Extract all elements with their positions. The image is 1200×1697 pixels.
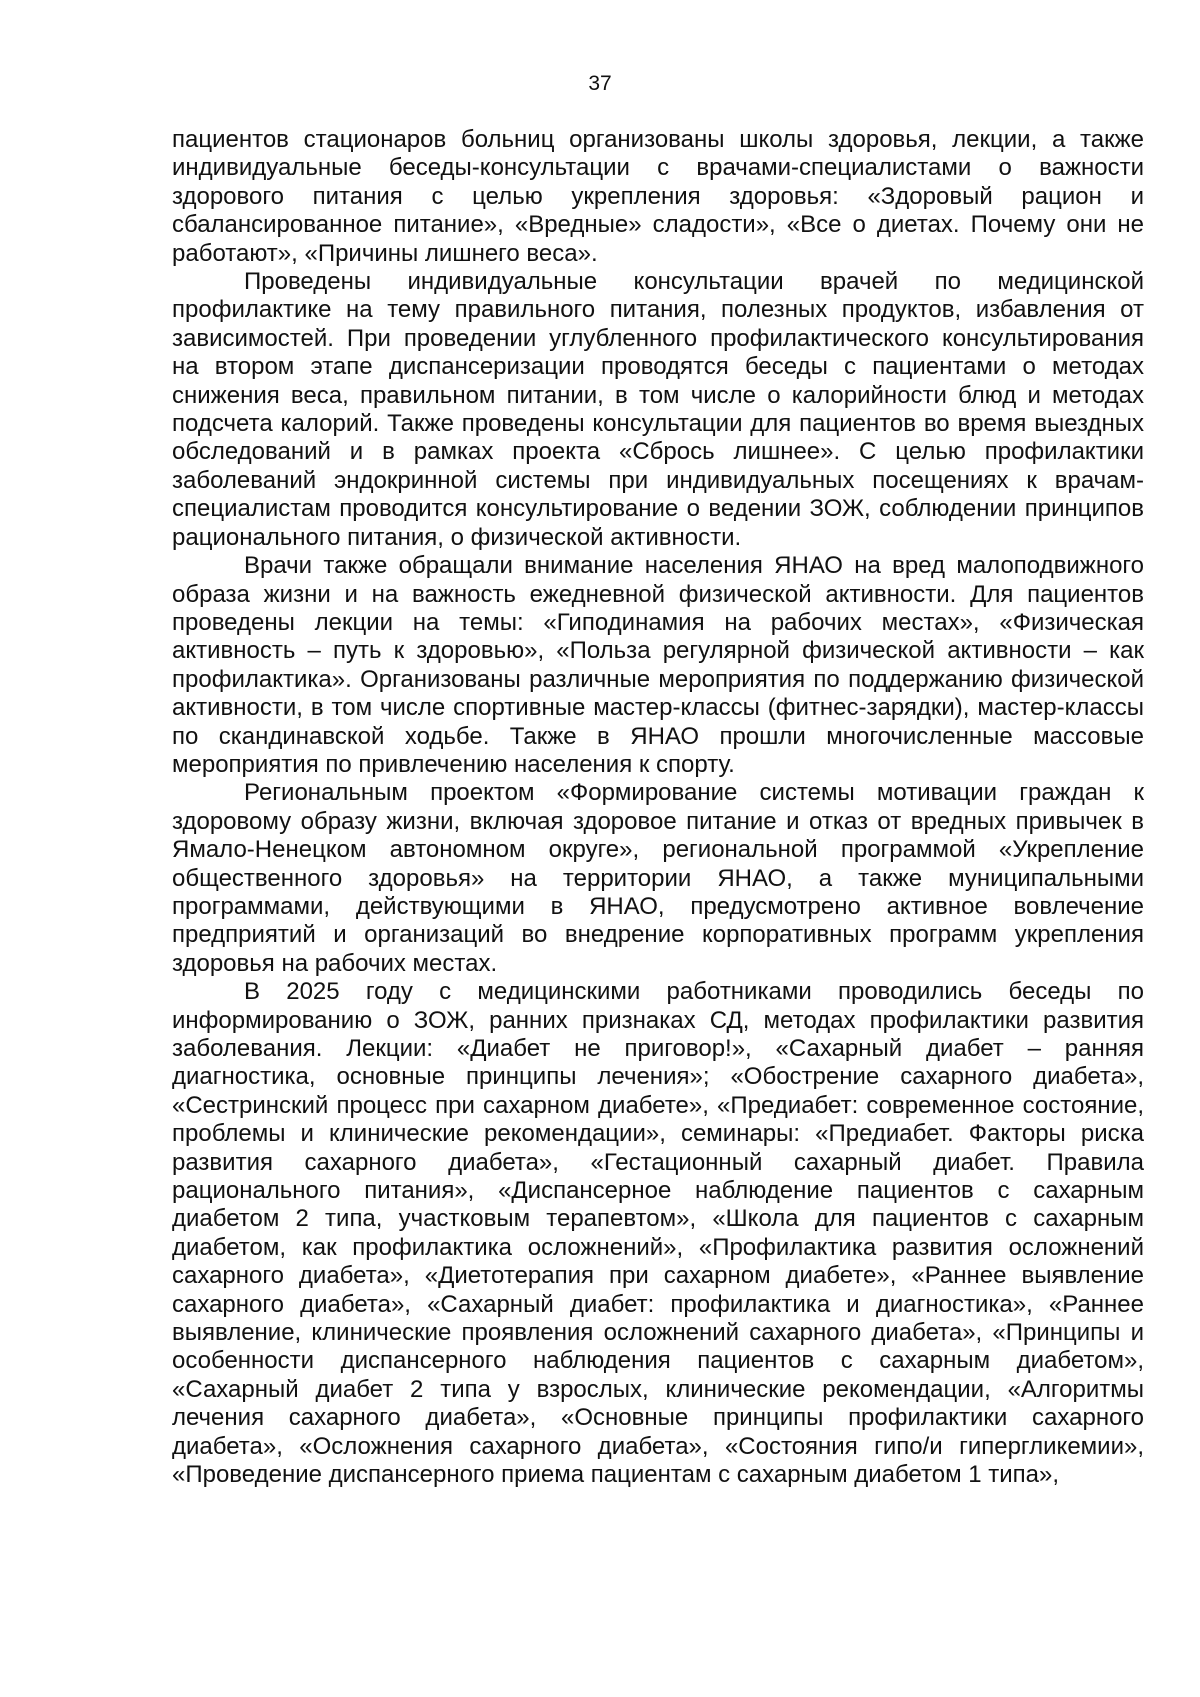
paragraph-physical-activity: Врачи также обращали внимание населения ЯНАО на вред малоподвижного образа жизни и на важность ежедневной физической активности. Для пациентов проведены лекции на темы: «Гиподинамия на рабочих местах», «Физическая активность – путь к здоровью», «Польза регулярной физической активности – как профилактика». Организованы различные мероприятия по поддержанию физической активности, в том числе спортивные мастер-классы (фитнес-зарядки), мастер-классы по скандинавской ходьбе. Также в ЯНАО прошли многочисленные массовые мероприятия по привлечению населения к спорту.	[172, 552, 1144, 778]
paragraph-diabetes-lectures: В 2025 году с медицинскими работниками проводились беседы по информированию о ЗОЖ, ранних признаках СД, методах профилактики развития заболевания. Лекции: «Диабет не приговор!», «Сахарный диабет – ранняя диагностика, основные принципы лечения»; «Обострение сахарного диабета», «Сестринский процесс при сахарном диабете», «Предиабет: современное состояние, проблемы и клинические рекомендации», семинары: «Предиабет. Факторы риска развития сахарного диабета», «Гестационный сахарный диабет. Правила рационального питания», «Диспансерное наблюдение пациентов с сахарным диабетом 2 типа, участковым терапевтом», «Школа для пациентов с сахарным диабетом, как профилактика осложнений», «Профилактика развития осложнений сахарного диабета», «Диетотерапия при сахарном диабете», «Раннее выявление сахарного диабета», «Сахарный диабет: профилактика и диагностика», «Раннее выявление, клинические проявления осложнений сахарного диабета», «Принципы и особенности диспансерного наблюдения пациентов с сахарным диабетом», «Сахарный диабет 2 типа у взрослых, клинические рекомендации, «Алгоритмы лечения сахарного диабета», «Основные принципы профилактики сахарного диабета», «Осложнения сахарного диабета», «Состояния гипо/и гипергликемии», «Проведение диспансерного приема пациентам с сахарным диабетом 1 типа»,	[172, 978, 1144, 1489]
paragraph-continued: пациентов стационаров больниц организованы школы здоровья, лекции, а также индивидуальные беседы-консультации с врачами-специалистами о важности здорового питания с целью укрепления здоровья: «Здоровый рацион и сбалансированное питание», «Вредные» сладости», «Все о диетах. Почему они не работают», «Причины лишнего веса».	[172, 126, 1144, 267]
body-text	[172, 126, 1144, 1490]
paragraph-consultations: Проведены индивидуальные консультации врачей по медицинской профилактике на тему правильного питания, полезных продуктов, избавления от зависимостей. При проведении углубленного профилактического консультирования на втором этапе диспансеризации проводятся беседы с пациентами о методах снижения веса, правильном питании, в том числе о калорийности блюд и методах подсчета калорий. Также проведены консультации для пациентов во время выездных обследований и в рамках проекта «Сбрось лишнее». С целью профилактики заболеваний эндокринной системы при индивидуальных посещениях к врачам-специалистам проводится консультирование о ведении ЗОЖ, соблюдении принципов рационального питания, о физической активности.	[172, 268, 1144, 551]
paragraph-regional-project: Региональным проектом «Формирование системы мотивации граждан к здоровому образу жизни, включая здоровое питание и отказ от вредных привычек в Ямало-Ненецком автономном округе», региональной программой «Укрепление общественного здоровья» на территории ЯНАО, а также муниципальными программами, действующими в ЯНАО, предусмотрено активное вовлечение предприятий и организаций во внедрение корпоративных программ укрепления здоровья на рабочих местах.	[172, 779, 1144, 977]
page-number: 37	[588, 72, 612, 95]
